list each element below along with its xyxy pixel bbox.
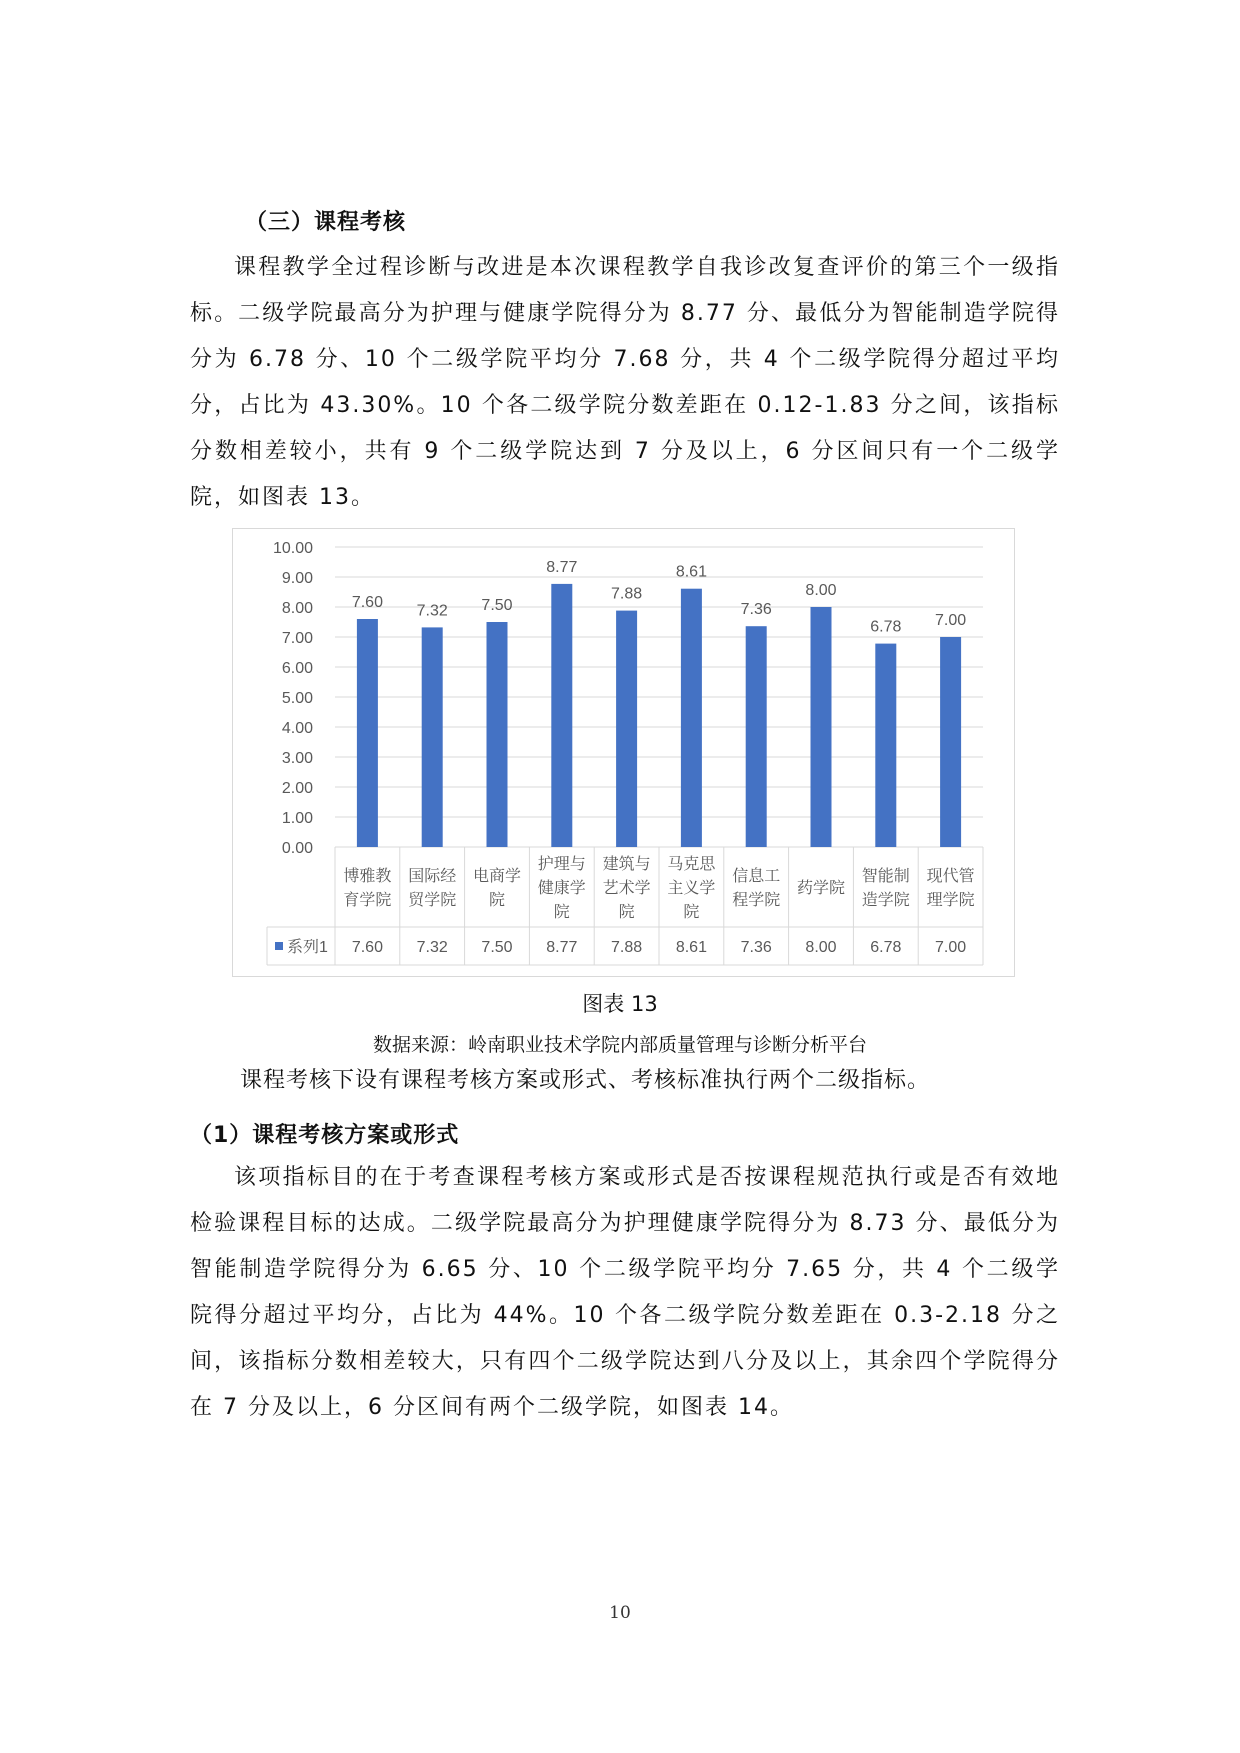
y-tick-label: 0.00 (281, 840, 313, 857)
table-value: 7.50 (481, 939, 513, 956)
y-tick-label: 6.00 (281, 660, 313, 677)
bar (422, 627, 443, 847)
page-number: 10 (609, 1603, 631, 1623)
y-tick-label: 2.00 (281, 780, 313, 797)
data-label: 7.36 (740, 601, 772, 619)
y-tick-label: 10.00 (272, 540, 313, 557)
section-title: （三）课程考核 (245, 210, 407, 235)
y-tick-label: 4.00 (281, 720, 313, 737)
category-label: 药学院 (796, 880, 846, 897)
table-value: 7.60 (351, 939, 383, 956)
data-label: 7.50 (481, 597, 513, 614)
category-label: 信息工程学院 (732, 868, 781, 909)
data-label: 7.00 (935, 612, 967, 629)
bar (681, 589, 702, 847)
data-label: 7.88 (611, 585, 643, 603)
table-value: 8.61 (675, 939, 707, 956)
category-label: 博雅教育学院 (343, 868, 392, 909)
y-tick-label: 7.00 (281, 630, 313, 647)
table-value: 7.32 (416, 939, 448, 956)
y-tick-label: 5.00 (281, 690, 313, 707)
table-value: 7.36 (740, 939, 772, 956)
bar (875, 644, 896, 847)
data-label: 7.60 (351, 594, 383, 611)
category-label: 智能制造学院 (861, 868, 910, 909)
paragraph-course-assessment: 课程教学全过程诊断与改进是本次课程教学自我诊改复查评价的第三个一级指标。二级学院最高分为护理与健康学院得分为 8.77 分、最低分为智能制造学院得分为 6.78 分、10 个二级学院平均分 7.68 分，共 4 个二级学院得分超过平均分，占比为 43.30%。10 个各二级学院分数差距在 0.12-1.83 分之间，该指标分数相差较小，共有 9 个二级学院达到 7 分及以上，6 分区间只有一个二级学院，如图表 13。 (190, 255, 1060, 510)
category-label: 电商学院 (472, 868, 522, 909)
bar-chart-svg (233, 529, 1014, 976)
data-source-caption: 数据来源：岭南职业技术学院内部质量管理与诊断分析平台 (372, 1034, 867, 1056)
data-label: 8.77 (546, 558, 578, 576)
y-tick-label: 9.00 (281, 570, 313, 587)
bar (357, 619, 378, 847)
bar (940, 637, 961, 847)
category-label: 建筑与艺术学院 (602, 856, 651, 921)
table-value: 6.78 (870, 939, 902, 956)
y-tick-label: 1.00 (281, 810, 313, 827)
data-label: 8.00 (805, 582, 837, 599)
bar (746, 626, 767, 847)
bar (551, 584, 572, 847)
bar (811, 607, 832, 847)
category-label: 护理与健康学院 (537, 856, 586, 921)
category-label: 马克思主义学院 (667, 856, 716, 921)
legend-key (275, 942, 283, 950)
table-value: 7.00 (935, 939, 967, 956)
figure-caption: 图表 13 (582, 992, 658, 1016)
subsection-title: （1）课程考核方案或形式 (190, 1123, 460, 1148)
table-value: 7.88 (611, 939, 643, 956)
intro-sentence: 课程考核下设有课程考核方案或形式、考核标准执行两个二级指标。 (240, 1068, 931, 1093)
data-label: 8.61 (675, 563, 707, 581)
table-value: 8.77 (546, 939, 578, 956)
y-tick-label: 8.00 (281, 600, 313, 617)
bar (616, 611, 637, 847)
data-label: 6.78 (870, 618, 902, 636)
data-label: 7.32 (416, 602, 448, 620)
category-label: 国际经贸学院 (408, 868, 457, 909)
bar (487, 622, 508, 847)
paragraph-assessment-scheme: 该项指标目的在于考查课程考核方案或形式是否按课程规范执行或是否有效地检验课程目标的达成。二级学院最高分为护理健康学院得分为 8.73 分、最低分为智能制造学院得分为 6.65 分、10 个二级学院平均分 7.65 分，共 4 个二级学院得分超过平均分，占比为 44%。10 个各二级学院分数差距在 0.3-2.18 分之间，该指标分数相差较大，只有四个二级学院达到八分及以上，其余四个学院得分在 7 分及以上，6 分区间有两个二级学院，如图表 14。 (190, 1165, 1060, 1420)
table-value: 8.00 (805, 939, 837, 956)
legend-series-name: 系列1 (287, 939, 328, 956)
y-tick-label: 3.00 (281, 750, 313, 767)
category-label: 现代管理学院 (926, 868, 975, 909)
bar-chart (232, 528, 1015, 977)
